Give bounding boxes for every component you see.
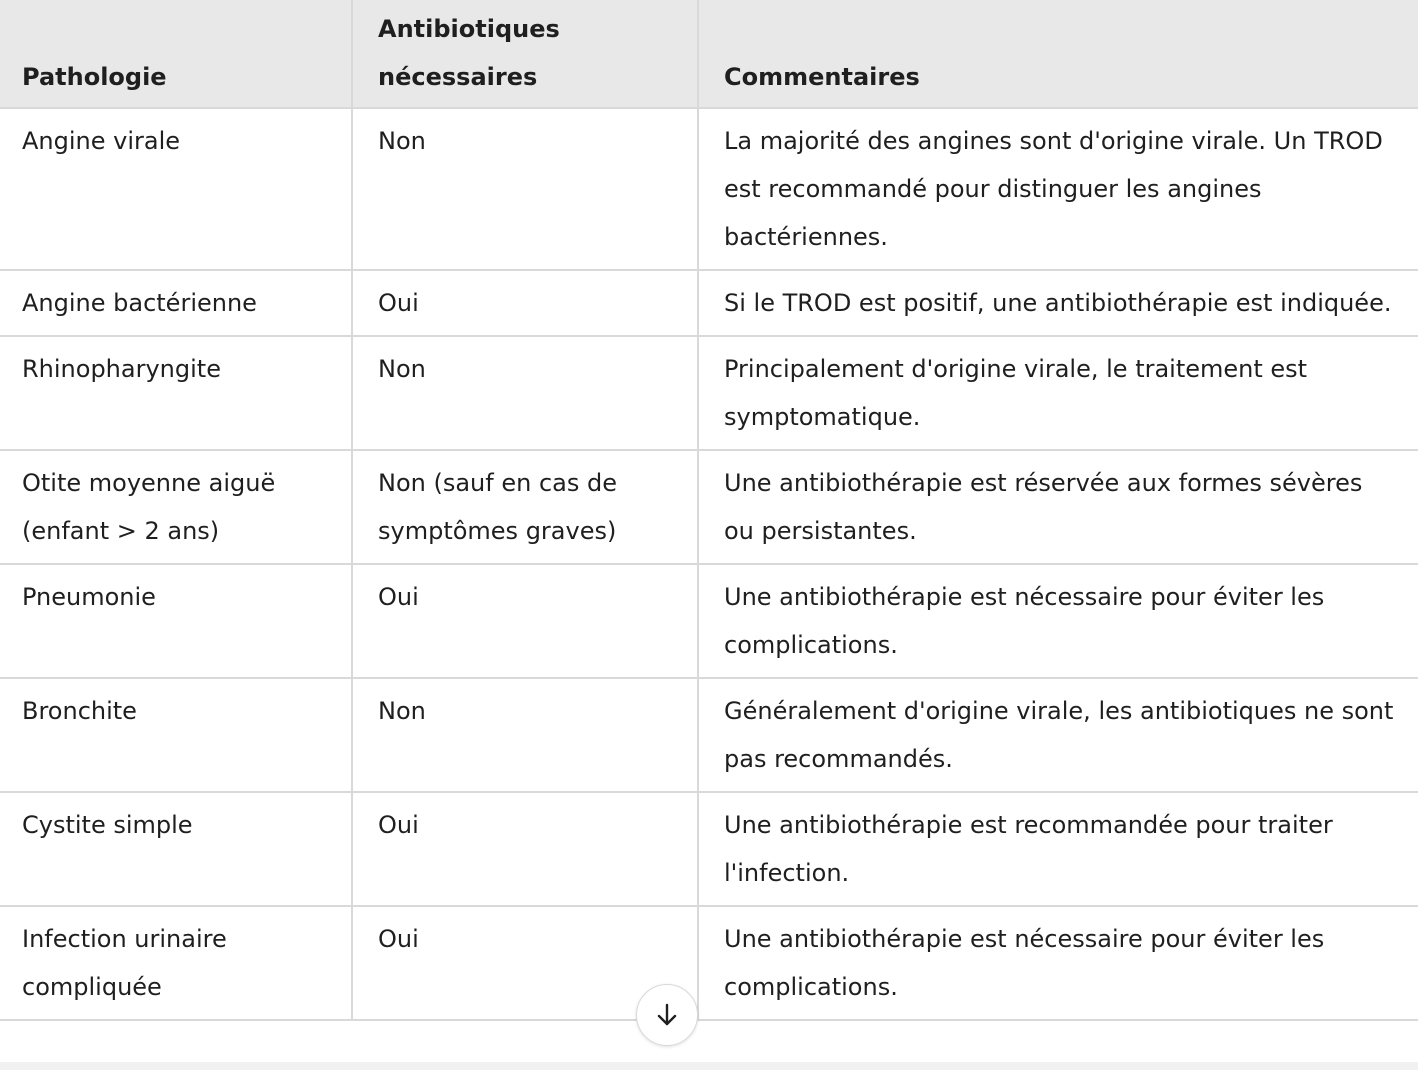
cell-antibiotiques: Non	[352, 336, 698, 450]
cell-pathologie: Angine bactérienne	[0, 270, 352, 336]
table-body	[0, 108, 1418, 1020]
arrow-down-icon	[653, 1001, 681, 1029]
cell-antibiotiques: Oui	[352, 906, 698, 1020]
cell-commentaires: Principalement d'origine virale, le traitement est symptomatique.	[698, 336, 1418, 450]
cell-commentaires: Une antibiothérapie est recommandée pour traiter l'infection.	[698, 792, 1418, 906]
table-row	[0, 270, 1418, 336]
cell-antibiotiques: Non (sauf en cas de symptômes graves)	[352, 450, 698, 564]
header-antibiotiques: Antibiotiques nécessaires	[352, 0, 698, 108]
scroll-to-bottom-button[interactable]	[636, 984, 698, 1046]
cell-commentaires: Une antibiothérapie est nécessaire pour éviter les complications.	[698, 564, 1418, 678]
table-header	[0, 0, 1418, 108]
cell-pathologie: Infection urinaire compliquée	[0, 906, 352, 1020]
cell-commentaires: Une antibiothérapie est réservée aux formes sévères ou persistantes.	[698, 450, 1418, 564]
cell-pathologie: Otite moyenne aiguë (enfant > 2 ans)	[0, 450, 352, 564]
cell-pathologie: Cystite simple	[0, 792, 352, 906]
table-row	[0, 678, 1418, 792]
cell-commentaires: La majorité des angines sont d'origine virale. Un TROD est recommandé pour distinguer les angines bactériennes.	[698, 108, 1418, 270]
cell-antibiotiques: Non	[352, 678, 698, 792]
cell-antibiotiques: Oui	[352, 792, 698, 906]
cell-commentaires: Une antibiothérapie est nécessaire pour éviter les complications.	[698, 906, 1418, 1020]
table-row	[0, 450, 1418, 564]
table-row	[0, 906, 1418, 1020]
header-pathologie: Pathologie	[0, 0, 352, 108]
cell-pathologie: Bronchite	[0, 678, 352, 792]
table-row	[0, 792, 1418, 906]
cell-pathologie: Rhinopharyngite	[0, 336, 352, 450]
cell-commentaires: Si le TROD est positif, une antibiothérapie est indiquée.	[698, 270, 1418, 336]
cell-pathologie: Pneumonie	[0, 564, 352, 678]
table-row	[0, 336, 1418, 450]
table-row	[0, 564, 1418, 678]
cell-commentaires: Généralement d'origine virale, les antibiotiques ne sont pas recommandés.	[698, 678, 1418, 792]
horizontal-scrollbar[interactable]	[0, 1062, 1418, 1070]
cell-antibiotiques: Oui	[352, 564, 698, 678]
cell-antibiotiques: Oui	[352, 270, 698, 336]
table-row	[0, 108, 1418, 270]
header-commentaires: Commentaires	[698, 0, 1418, 108]
cell-pathologie: Angine virale	[0, 108, 352, 270]
header-row	[0, 0, 1418, 108]
cell-antibiotiques: Non	[352, 108, 698, 270]
